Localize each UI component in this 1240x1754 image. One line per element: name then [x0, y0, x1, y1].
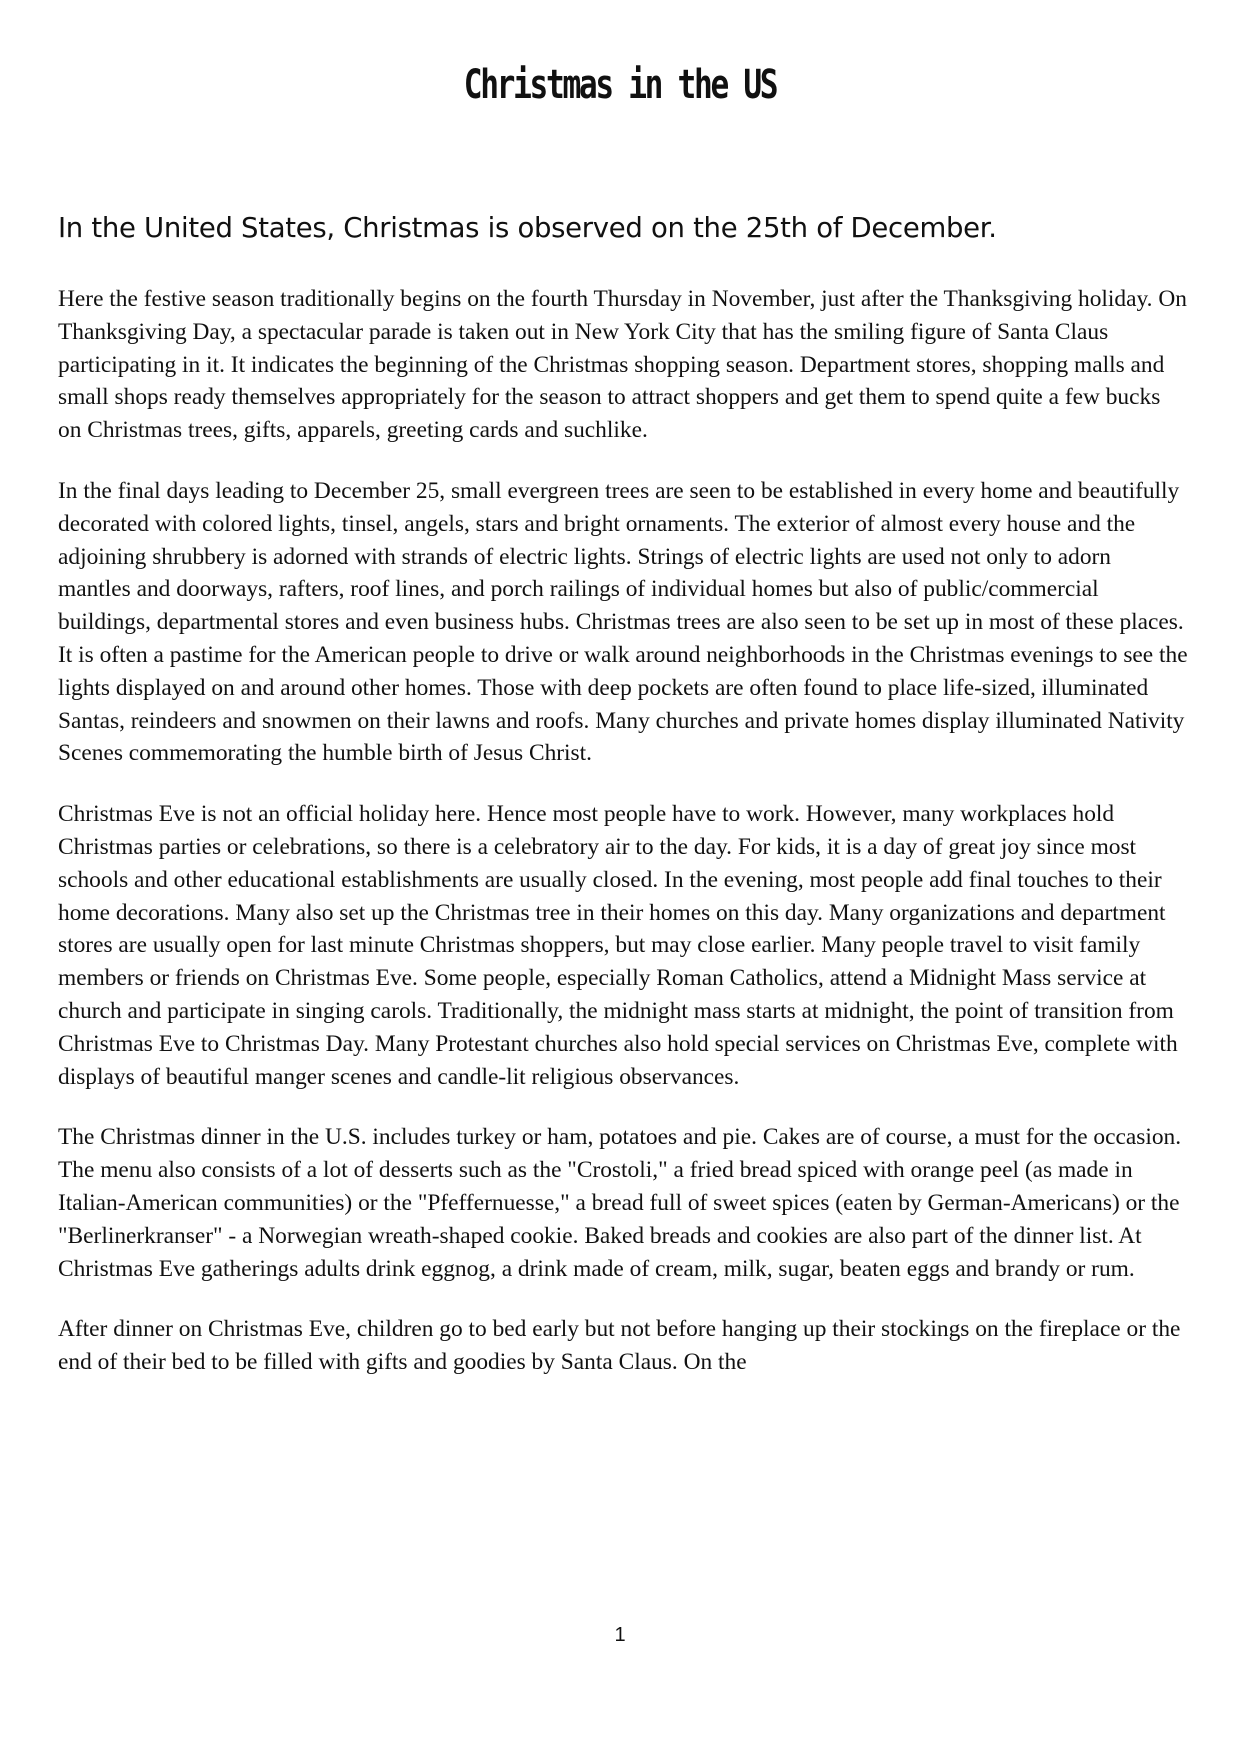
body-text: [58, 283, 1188, 1407]
paragraph-after-dinner: After dinner on Christmas Eve, children go to bed early but not before hanging up their stockings on the fireplace or the end of their bed to be filled with gifts and goodies by Santa Claus. On the: [58, 1316, 1181, 1376]
paragraph-christmas-dinner: The Christmas dinner in the U.S. includes turkey or ham, potatoes and pie. Cakes are of course, a must for the occasion. The menu also consists of a lot of desserts such as the "Crostoli," a fried bread spiced with orange peel (as made in Italian-American communities) or the "Pfeffernuesse," a bread full of sweet spices (eaten by German-Americans) or the "Berlinerkranser" - a Norwegian wreath-shaped cookie. Baked breads and cookies are also part of the dinner list. At Christmas Eve gatherings adults drink eggnog, a drink made of cream, milk, sugar, beaten eggs and brandy or rum.: [58, 1124, 1182, 1282]
page-title: Christmas in the US: [463, 62, 777, 108]
paragraph-festive-season: Here the festive season traditionally begins on the fourth Thursday in November, just after the Thanksgiving holiday. On Thanksgiving Day, a spectacular parade is taken out in New York City that has the smiling figure of Santa Claus participating in it. It indicates the beginning of the Christmas shopping season. Department stores, shopping malls and small shops ready themselves appropriately for the season to attract shoppers and get them to spend quite a few bucks on Christmas trees, gifts, apparels, greeting cards and suchlike.: [58, 286, 1187, 444]
section-heading: In the United States, Christmas is observed on the 25th of December.: [58, 212, 997, 244]
paragraph-christmas-eve: Christmas Eve is not an official holiday here. Hence most people have to work. However, many workplaces hold Christmas parties or celebrations, so there is a celebratory air to the day. For kids, it is a day of great joy since most schools and other educational establishments are usually closed. In the evening, most people add final touches to their home decorations. Many also set up the Christmas tree in their homes on this day. Many organizations and department stores are usually open for last minute Christmas shoppers, but may close earlier. Many people travel to visit family members or friends on Christmas Eve. Some people, especially Roman Catholics, attend a Midnight Mass service at church and participate in singing carols. Traditionally, the midnight mass starts at midnight, the point of transition from Christmas Eve to Christmas Day. Many Protestant churches also hold special services on Christmas Eve, complete with displays of beautiful manger scenes and candle-lit religious observances.: [58, 801, 1178, 1090]
paragraph-decorations: In the final days leading to December 25, small evergreen trees are seen to be established in every home and beautifully decorated with colored lights, tinsel, angels, stars and bright ornaments. The exterior of almost every house and the adjoining shrubbery is adorned with strands of electric lights. Strings of electric lights are used not only to adorn mantles and doorways, rafters, roof lines, and porch railings of individual homes but also of public/commercial buildings, departmental stores and even business hubs. Christmas trees are also seen to be set up in most of these places. It is often a pastime for the American people to drive or walk around neighborhoods in the Christmas evenings to see the lights displayed on and around other homes. Those with deep pockets are often found to place life-sized, illuminated Santas, reindeers and snowmen on their lawns and roofs. Many churches and private homes display illuminated Nativity Scenes commemorating the humble birth of Jesus Christ.: [58, 477, 1188, 767]
page-number: 1: [614, 1624, 626, 1646]
